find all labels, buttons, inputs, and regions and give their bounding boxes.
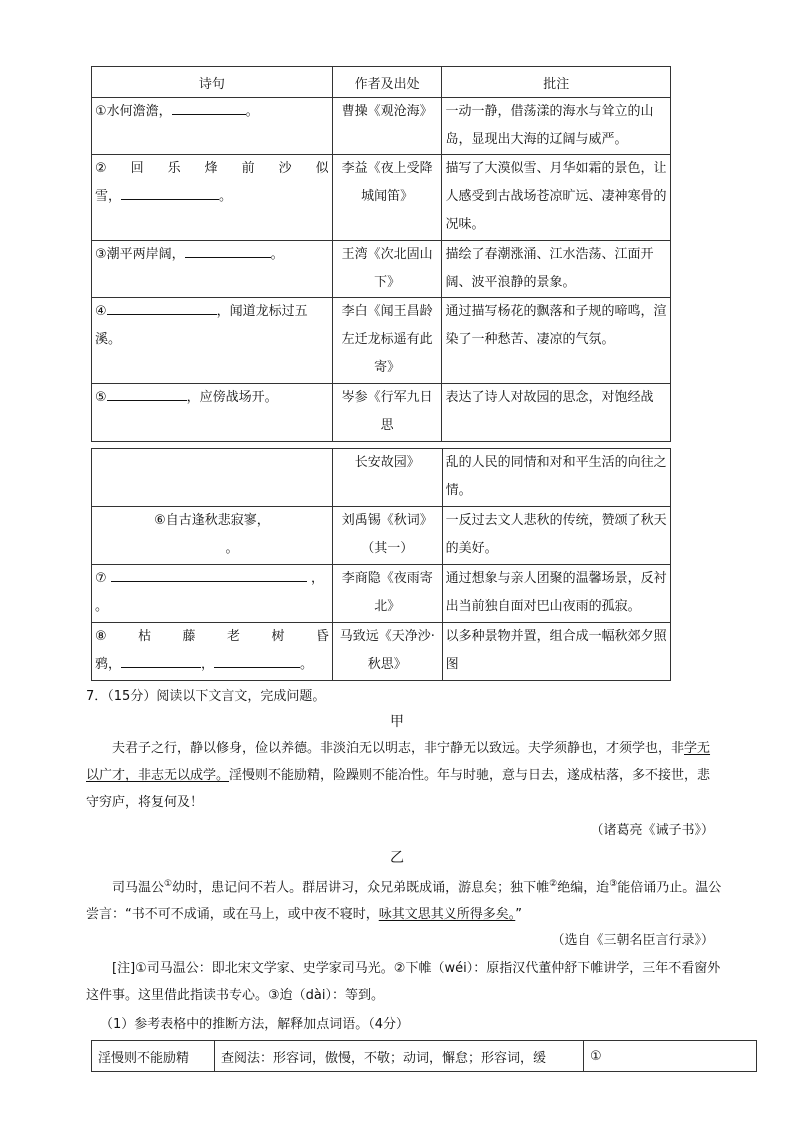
annotations: [注]①司马温公：即北宋文学家、史学家司马光。②下帷（wéi）：原指汉代董仲舒下帷讲学，三年不看窗外这件事。这里借此指读书专心。③迨（dài）：等到。 [86, 961, 721, 1003]
note-cell: 以多种景物并置，组合成一幅秋郊夕照图 [442, 623, 670, 681]
note-cell: 描写了大漠似雪、月华如霜的景色，让人感受到古战场苍凉旷远、凄神寒骨的况味。 [442, 155, 671, 241]
word-cell: 淫慢则不能励精 [92, 1041, 215, 1072]
passage-yi-title: 乙 [390, 850, 404, 866]
answer-blank[interactable] [121, 651, 201, 668]
table-row: ①水何澹澹， 。 曹操《观沧海》 一动一静，借荡漾的海水与耸立的山岛，显现出大海的辽阔与威严。 [92, 98, 671, 155]
answer-blank[interactable] [121, 183, 219, 200]
note-cell: 描绘了春潮涨涌、江水浩荡、江面开阔、波平浪静的景象。 [442, 241, 671, 298]
source-cell: 李白《闻王昌龄左迁龙标遥有此寄》 [332, 298, 442, 384]
answer-cell[interactable]: ① [584, 1041, 757, 1072]
note-cell: 表达了诗人对故园的思念，对饱经战 [442, 384, 671, 442]
source-cell: 马致远《天净沙·秋思》 [332, 623, 442, 681]
table-row: ⑦ ， 。 李商隐《夜雨寄北》 通过想象与亲人团聚的温馨场景，反衬出当前独自面对巴山夜雨的孤寂。 [92, 565, 671, 623]
poem-line: ⑦ [95, 571, 107, 586]
header-poem: 诗句 [92, 67, 333, 98]
footnote-mark: ② [549, 879, 558, 889]
answer-blank[interactable] [214, 651, 300, 668]
note-cell: 一动一静，借荡漾的海水与耸立的山岛，显现出大海的辽阔与威严。 [442, 98, 671, 155]
table-row [92, 1041, 757, 1072]
poem-line: ④ [95, 304, 107, 319]
passage-jia-source: （诸葛亮《诫子书》） [590, 823, 714, 838]
answer-blank[interactable] [185, 536, 225, 552]
table-row: ⑥自古逢秋悲寂寥， 。 刘禹锡《秋词》（其一） 一反过去文人悲秋的传统，赞颂了秋天的美好。 [92, 507, 671, 565]
question-heading: 7．（15分）阅读以下文言文，完成问题。 [86, 689, 326, 704]
underlined-sentence: 咏其文思其义所得多矣。 [378, 907, 516, 923]
footnote-mark: ③ [609, 879, 618, 889]
answer-blank[interactable] [111, 565, 307, 582]
sub-question-1: （1）参考表格中的推断方法，解释加点词语。（4分） [100, 1017, 410, 1032]
passage-jia-text: 夫君子之行，静以修身，俭以养德。非淡泊无以明志，非宁静无以致远。夫学须静也，才须学也，非学无以广才，非志无以成学。淫慢则不能励精，险躁则不能冶性。年与时驰，意与日去，遂成枯落，多不接世，悲守穷庐，将复何及！ [86, 741, 711, 810]
poem-line: ③潮平两岸阔， [95, 247, 185, 262]
header-source: 作者及出处 [332, 67, 442, 98]
table-row: ② 回 乐 烽 前 沙 似 雪， 。 李益《夜上受降城闻笛》 描写了大漠似雪、月华如霜的景色，让人感受到古战场苍凉旷远、凄神寒骨的况味。 [92, 155, 671, 241]
table-row: ③潮平两岸阔， 。 王湾《次北固山下》 描绘了春潮涨涌、江水浩荡、江面开阔、波平浪静的景象。 [92, 241, 671, 298]
answer-blank[interactable] [172, 98, 246, 115]
answer-blank[interactable] [107, 384, 187, 401]
note-cell: 乱的人民的同情和对和平生活的向往之情。 [442, 449, 670, 507]
poem-line: ①水何澹澹， [95, 104, 172, 119]
poem-line: ⑥自古逢秋悲寂寥， [154, 513, 270, 528]
source-cell: 李商隐《夜雨寄北》 [332, 565, 442, 623]
passage-jia-title: 甲 [390, 714, 404, 730]
table-row [92, 449, 671, 507]
note-cell: 一反过去文人悲秋的传统，赞颂了秋天的美好。 [442, 507, 670, 565]
source-cell: 刘禹锡《秋词》（其一） [332, 507, 442, 565]
poem-table-continued [91, 448, 671, 681]
poem-line: ② 回 乐 烽 前 沙 似 [95, 161, 329, 176]
source-cell: 曹操《观沧海》 [332, 98, 442, 155]
table-row: ⑤ ，应傍战场开。 岑参《行军九日思 表达了诗人对故园的思念，对饱经战 [92, 384, 671, 442]
answer-blank[interactable] [185, 241, 271, 258]
source-cell: 岑参《行军九日思 [332, 384, 442, 442]
source-cell: 李益《夜上受降城闻笛》 [332, 155, 442, 241]
note-cell: 通过想象与亲人团聚的温馨场景，反衬出当前独自面对巴山夜雨的孤寂。 [442, 565, 670, 623]
passage-yi-source: （选自《三朝名臣言行录》） [551, 933, 714, 948]
footnote-mark: ① [164, 879, 173, 889]
poem-line: ⑧ 枯 藤 老 树 昏 [95, 629, 329, 644]
header-note: 批注 [442, 67, 671, 98]
poem-line: ⑤ [95, 390, 107, 405]
answer-blank[interactable] [107, 298, 217, 315]
underlined-sentence: 学无以广才，非志无以成学。 [86, 741, 711, 783]
source-cell: 长安故园》 [332, 449, 442, 507]
source-cell: 王湾《次北固山下》 [332, 241, 442, 298]
table-row: ⑧ 枯 藤 老 树 昏 鸦， ， 。 马致远《天净沙·秋思》 以多种景物并置，组合成一幅秋郊夕照图 [92, 623, 671, 681]
method-cell: 查阅法：形容词，傲慢，不敬；动词，懈怠；形容词，缓 [215, 1041, 584, 1072]
passage-yi-text: 司马温公①幼时，患记问不若人。群居讲习，众兄弟既成诵，游息矣；独下帷②绝编，迨③能倍诵乃止。温公尝言：“书不可不成诵，或在马上，或中夜不寝时，咏其文思其义所得多矣。” [86, 879, 722, 923]
poem-table [91, 66, 671, 442]
table-row: ④ ，闻道龙标过五 溪。 李白《闻王昌龄左迁龙标遥有此寄》 通过描写杨花的飘落和子规的啼鸣，渲染了一种愁苦、凄凉的气氛。 [92, 298, 671, 384]
reference-table [91, 1040, 757, 1072]
note-cell: 通过描写杨花的飘落和子规的啼鸣，渲染了一种愁苦、凄凉的气氛。 [442, 298, 671, 384]
